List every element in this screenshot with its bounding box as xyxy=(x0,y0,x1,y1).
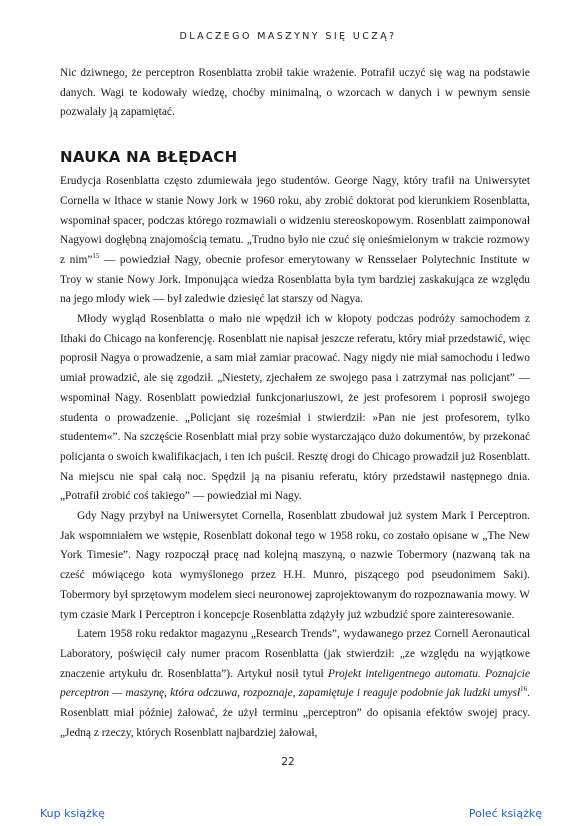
article-title: Projekt inteligentnego automatu. Poznajcie perceptron — maszynę, która odczuwa, rozpoznaje, zapamiętuje i reaguje podobnie jak ludzki umysł xyxy=(60,667,530,700)
intro-paragraph: Nic dziwnego, że perceptron Rosenblatta zrobił takie wrażenie. Potrafił uczyć się wag na podstawie danych. Wagi te kodowały wiedzę, choćby minimalną, o wzorcach w danych i w pewnym sensie pozwalały ją zapamiętać. xyxy=(60,67,530,119)
footnote-ref-15: 15 xyxy=(92,252,100,261)
page-body xyxy=(60,64,530,744)
paragraph-2: Młody wygląd Rosenblatta o mało nie wpędził ich w kłopoty podczas podróży samochodem z Ithaki do Chicago na konferencję. Rosenblatt nie napisał jeszcze referatu, który miał przedstawić, więc poprosił Nagya o prowadzenie, a sam miał zamiar pracować. Nagy nigdy nie miał samochodu i ledwo umiał prowadzić, ale się zgodził. „Niestety, zjechałem ze swojego pasa i zatrzymał nas policjant” — wspominał Nagy. Rosenblatt powiedział funkcjonariuszowi, że jest profesorem i poprosił swojego studenta o prowadzenie. „Policjant się roześmiał i stwierdził: »Pan nie jest profesorem, tylko studentem«”. Na szczęście Rosenblatt miał przy sobie wystarczająco dużo dokumentów, by przekonać policjanta o swoich kwalifikacjach, i ten ich puścił. Resztę drogi do Chicago prowadził już Rosenblatt. Na miejscu nie spał całą noc. Spędził ją na pisaniu referatu, który przedstawił następnego dnia. „Potrafił zrobić coś takiego” — powiedział mi Nagy. xyxy=(60,313,530,503)
running-head: DLACZEGO MASZYNY SIĘ UCZĄ? xyxy=(179,31,397,42)
section-heading: NAUKA NA BŁĘDACH xyxy=(60,148,238,167)
paragraph-1-text-b: — powiedział Nagy, obecnie profesor emerytowany w Rensselaer Polytechnic Institute w Troy w stanie Nowy Jork. Imponująca wiedza Rosenblatta była tym bardziej zaskakująca ze względu na jego młody wiek — był zaledwie dziesięć lat starszy od Nagya. xyxy=(60,253,531,306)
paragraph-1-text-a: Erudycja Rosenblatta często zdumiewała jego studentów. George Nagy, który trafił na Uniwersytet Cornella w Ithace w stanie Nowy Jork w 1960 roku, aby zrobić doktorat pod kierunkiem Rosenblatta, wspominał spacer, podczas którego rozmawiali o widzeniu stereoskopowym. Rosenblatt zaimponował Nagyowi dogłębną znajomością tematu. „Trudno było nie czuć się onieśmielonym w trakcie rozmowy z nim” xyxy=(60,175,530,266)
paragraph-4-text-b: . Rosenblatt miał później żałować, że użył terminu „perceptron” do opisania efektów swojej pracy. „Jedną z rzeczy, których Rosenblatt najbardziej żałował, xyxy=(60,687,530,739)
page-number: 22 xyxy=(281,756,295,768)
footnote-ref-16: 16 xyxy=(520,685,528,694)
recommend-book-link[interactable]: Poleć książkę xyxy=(468,807,542,820)
paragraph-4 xyxy=(60,625,530,743)
paragraph-1 xyxy=(60,172,530,310)
paragraph-4-text-a: Latem 1958 roku redaktor magazynu „Research Trends”, wydawanego przez Cornell Aeronautical Laboratory, poświęcił cały numer pracom Rosenblatta (jak stwierdził: „ze względu na wyjątkowe znaczenie artykułu dr. Rosenblatta”). Artykuł nosił tytuł xyxy=(60,628,530,680)
buy-book-link[interactable]: Kup książkę xyxy=(40,807,105,820)
paragraph-3: Gdy Nagy przybył na Uniwersytet Cornella, Rosenblatt zbudował już system Mark I Perceptron. Jak wspomniałem we wstępie, Rosenblatt dokonał tego w 1958 roku, co zostało opisane w „The New York Timesie”. Nagy rozpoczął pracę nad kolejną maszyną, o nazwie Tobermory (nazwaną tak na cześć mówiącego kota wymyślonego przez H.H. Munro, piszącego pod pseudonimem Saki). Tobermory był sprzętowym modelem sieci neuronowej zaprojektowanym do rozpoznawania mowy. W tym czasie Mark I Perceptron i koncepcje Rosenblatta zdążyły już wzbudzić spore zainteresowanie. xyxy=(60,510,530,621)
